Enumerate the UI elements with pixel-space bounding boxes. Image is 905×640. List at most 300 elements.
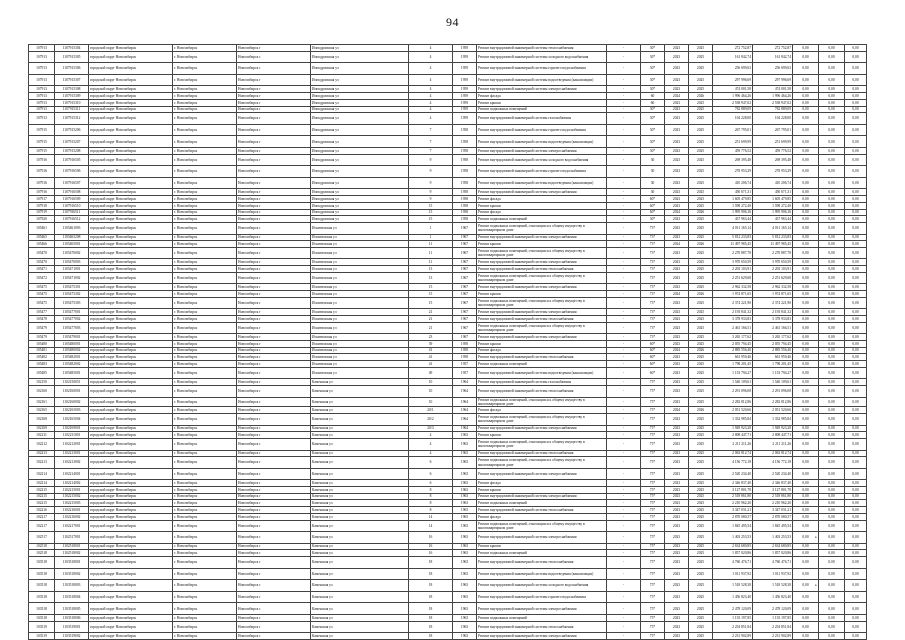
cell-cost2: 2 808 447,71	[753, 432, 793, 439]
cell-id: 105477	[29, 309, 55, 316]
cell-y2: 2025	[689, 341, 713, 348]
cell-y2: 2025	[689, 45, 713, 52]
cell-code: 1107916508	[55, 189, 89, 196]
cell-cost2: 272 752,87	[753, 45, 793, 52]
cell-code: 1105475303	[55, 297, 89, 309]
cell-id: 107913	[29, 106, 55, 113]
cell-cost1: 1 949 923,20	[713, 425, 753, 432]
cell-z1: 0,00	[793, 334, 819, 341]
cell-y2: 2025	[689, 74, 713, 86]
cell-street: Ипподромская ул	[311, 93, 409, 100]
register-table-container	[28, 44, 866, 640]
cell-dash: -	[607, 568, 641, 580]
cell-z1: 0,00	[793, 148, 819, 155]
cell-z1: 0,00	[793, 106, 819, 113]
cell-z2: 0,00	[819, 284, 845, 291]
cell-street: Ипподромская ул	[311, 216, 409, 223]
cell-house: 4	[409, 63, 453, 75]
cell-work: Ремонт крыши	[477, 341, 607, 348]
cell-period: 60*	[641, 367, 665, 379]
table-row	[29, 209, 867, 216]
cell-year: 1964	[453, 413, 477, 425]
cell-y2: 2025	[689, 507, 713, 514]
cell-z1: 0,00	[793, 51, 819, 63]
cell-street: Искитимская ул	[311, 272, 409, 284]
cell-year: 1963	[453, 633, 477, 640]
cell-work: Ремонт подвальных помещений, относящихся к общему имуществу в многоквартирном доме	[477, 520, 607, 532]
cell-locality: Новосибирск г	[237, 432, 311, 439]
cell-dash: -	[607, 316, 641, 323]
cell-y1: 2023	[665, 397, 689, 407]
cell-house: 41	[409, 347, 453, 354]
cell-z1: 0,00	[793, 543, 819, 550]
cell-z1: 0,00	[793, 557, 819, 569]
cell-dash: -	[607, 124, 641, 136]
cell-code: 1103518002	[55, 568, 89, 580]
cell-locality: Новосибирск г	[237, 234, 311, 241]
cell-code: 1102160002	[55, 397, 89, 407]
table-row	[29, 568, 867, 580]
cell-house: 21	[409, 309, 453, 316]
cell-dash: -	[607, 297, 641, 309]
cell-id: 105470	[29, 247, 55, 259]
cell-district: городской округ Новосибирск	[89, 136, 173, 148]
cell-street: Каменская ул	[311, 379, 409, 386]
cell-district: городской округ Новосибирск	[89, 51, 173, 63]
cell-period: 73*	[641, 309, 665, 316]
cell-y1: 2023	[665, 457, 689, 469]
cell-city: г. Новосибирск	[173, 63, 237, 75]
cell-cost2: 1 857 020,86	[753, 550, 793, 557]
cell-cost2: 2 282 812,86	[753, 397, 793, 407]
cell-z3: 0,00	[845, 379, 867, 386]
cell-district: городской округ Новосибирск	[89, 520, 173, 532]
table-row	[29, 425, 867, 432]
cell-id: 102216	[29, 507, 55, 514]
cell-y2: 2025	[689, 568, 713, 580]
cell-z3: 0,00	[845, 432, 867, 439]
cell-house: 13	[409, 266, 453, 273]
cell-district: городской округ Новосибирск	[89, 86, 173, 93]
cell-house: 4	[409, 86, 453, 93]
cell-city: г. Новосибирск	[173, 487, 237, 494]
cell-cost1: 2 374 221,90	[713, 297, 753, 309]
cell-district: городской округ Новосибирск	[89, 113, 173, 125]
cell-z2: 0,00	[819, 99, 845, 106]
cell-z1: 0,00	[793, 291, 819, 298]
cell-city: г. Новосибирск	[173, 241, 237, 248]
cell-street: Искитимская ул	[311, 247, 409, 259]
cell-z2: 0,00	[819, 432, 845, 439]
table-row	[29, 361, 867, 368]
cell-cost1: 2 051 520,66	[713, 407, 753, 414]
cell-street: Каменская ул	[311, 413, 409, 425]
cell-period: 30*	[641, 216, 665, 223]
cell-dash: -	[607, 291, 641, 298]
cell-year: 1963	[453, 543, 477, 550]
cell-cost1: 1 845 495,54	[713, 520, 753, 532]
cell-z3: 0,00	[845, 500, 867, 507]
cell-z2: 0,00	[819, 247, 845, 259]
cell-district: городской округ Новосибирск	[89, 63, 173, 75]
cell-id: 105481	[29, 347, 55, 354]
cell-year: 1958	[453, 136, 477, 148]
cell-work: Ремонт крыши	[477, 432, 607, 439]
cell-z1: 0,00	[793, 568, 819, 580]
cell-year: 1963	[453, 487, 477, 494]
cell-period: 75*	[641, 450, 665, 457]
cell-house: 14	[409, 513, 453, 520]
cell-period: 30*	[641, 63, 665, 75]
cell-z1: 0,00	[793, 216, 819, 223]
cell-period: 73*	[641, 259, 665, 266]
cell-code: 1102215001	[55, 487, 89, 494]
cell-work: Ремонт внутридомовой инженерной системы теплоснабжения	[477, 354, 607, 361]
cell-district: городской округ Новосибирск	[89, 234, 173, 241]
cell-street: Каменская ул	[311, 432, 409, 439]
cell-city: г. Новосибирск	[173, 234, 237, 241]
cell-street: Искитимская ул	[311, 316, 409, 323]
cell-work: Ремонт подвальных помещений, относящихся к общему имуществу в многоквартирном доме	[477, 222, 607, 234]
cell-district: городской округ Новосибирск	[89, 425, 173, 432]
cell-district: городской округ Новосибирск	[89, 513, 173, 520]
cell-year: 1963	[453, 550, 477, 557]
cell-y1: 2023	[665, 487, 689, 494]
cell-y2: 2025	[689, 106, 713, 113]
cell-z2: 0,00	[819, 438, 845, 450]
cell-z2: 0,00	[819, 222, 845, 234]
cell-street: Искитимская ул	[311, 266, 409, 273]
cell-house: 4	[409, 106, 453, 113]
cell-code: 1102150051	[55, 379, 89, 386]
cell-city: г. Новосибирск	[173, 341, 237, 348]
cell-z1: 0,00	[793, 386, 819, 398]
cell-house: 8	[409, 493, 453, 500]
cell-work: Ремонт подвальных помещений, относящихся к общему имуществу в многоквартирном доме	[477, 297, 607, 309]
cell-z2: 0,00	[819, 166, 845, 178]
cell-cost1: 3 265 177,62	[713, 334, 753, 341]
cell-z2: 0,00	[819, 209, 845, 216]
cell-district: городской округ Новосибирск	[89, 432, 173, 439]
cell-y2: 2025	[689, 354, 713, 361]
table-row	[29, 480, 867, 487]
cell-z3: 0,00	[845, 99, 867, 106]
cell-code: 1105482001	[55, 354, 89, 361]
cell-locality: Новосибирск г	[237, 316, 311, 323]
cell-code: 1107915307	[55, 74, 89, 86]
cell-code: 1107916509	[55, 196, 89, 203]
cell-cost2: 2 254 851,84	[753, 621, 793, 633]
cell-cost1: 1 857 020,86	[713, 550, 753, 557]
cell-z1: 0,00	[793, 202, 819, 209]
cell-city: г. Новосибирск	[173, 99, 237, 106]
cell-cost1: 661 959,46	[713, 354, 753, 361]
cell-cost1: 161 842,74	[713, 51, 753, 63]
cell-code: 1105470002	[55, 247, 89, 259]
cell-z1: 0,00	[793, 500, 819, 507]
table-row	[29, 316, 867, 323]
cell-y1: 2023	[665, 322, 689, 334]
table-row	[29, 557, 867, 569]
cell-street: Искитимская ул	[311, 297, 409, 309]
cell-year: 1958	[453, 216, 477, 223]
cell-y2: 2025	[689, 500, 713, 507]
cell-cost1: 4 011 165,14	[713, 222, 753, 234]
cell-id: 103518	[29, 568, 55, 580]
cell-city: г. Новосибирск	[173, 334, 237, 341]
capital-repair-register-table	[28, 44, 867, 640]
cell-period: 60*	[641, 354, 665, 361]
cell-district: городской округ Новосибирск	[89, 322, 173, 334]
cell-street: Каменская ул	[311, 425, 409, 432]
cell-code: 1103518003	[55, 580, 89, 592]
cell-z3: 0,00	[845, 603, 867, 615]
cell-street: Искитимская ул	[311, 322, 409, 334]
cell-dash: -	[607, 550, 641, 557]
cell-dash: -	[607, 493, 641, 500]
table-row	[29, 124, 867, 136]
cell-id: 105471	[29, 266, 55, 273]
cell-year: 1959	[453, 45, 477, 52]
cell-street: Искитимская ул	[311, 284, 409, 291]
cell-z1: 0,00	[793, 209, 819, 216]
cell-id: 103518	[29, 615, 55, 622]
cell-city: г. Новосибирск	[173, 272, 237, 284]
cell-work: Ремонт внутридомовой инженерной системы электроснабжения	[477, 425, 607, 432]
cell-y1: 2024	[665, 93, 689, 100]
cell-city: г. Новосибирск	[173, 284, 237, 291]
cell-year: 1963	[453, 603, 477, 615]
cell-locality: Новосибирск г	[237, 413, 311, 425]
cell-dash: -	[607, 148, 641, 155]
cell-house: 9	[409, 166, 453, 178]
cell-cost1: 2 870 080,57	[713, 513, 753, 520]
cell-z2: 0,00	[819, 266, 845, 273]
cell-house: 18	[409, 633, 453, 640]
cell-z2: 0,00	[819, 177, 845, 189]
cell-z3: 0,00	[845, 247, 867, 259]
cell-dash: -	[607, 386, 641, 398]
cell-district: городской округ Новосибирск	[89, 247, 173, 259]
cell-y2: 2025	[689, 177, 713, 189]
cell-z2: 0,00	[819, 74, 845, 86]
cell-id: 102165	[29, 407, 55, 414]
cell-z3: 0,00	[845, 568, 867, 580]
cell-cost1: 2 634 680,85	[713, 543, 753, 550]
cell-city: г. Новосибирск	[173, 580, 237, 592]
cell-city: г. Новосибирск	[173, 513, 237, 520]
cell-district: городской округ Новосибирск	[89, 480, 173, 487]
cell-city: г. Новосибирск	[173, 450, 237, 457]
cell-city: г. Новосибирск	[173, 166, 237, 178]
cell-street: Искитимская ул	[311, 334, 409, 341]
cell-street: Каменская ул	[311, 450, 409, 457]
cell-cost2: 3 378 933,83	[753, 316, 793, 323]
cell-street: Ипподромская ул	[311, 202, 409, 209]
table-row	[29, 284, 867, 291]
cell-y1: 2023	[665, 432, 689, 439]
cell-cost1: 2 885 556,40	[713, 347, 753, 354]
cell-y2: 2025	[689, 557, 713, 569]
cell-y1: 2023	[665, 361, 689, 368]
cell-year: 1958	[453, 189, 477, 196]
cell-y2: 2026	[689, 241, 713, 248]
cell-y1: 2023	[665, 480, 689, 487]
cell-id: 107919	[29, 209, 55, 216]
cell-y1: 2023	[665, 74, 689, 86]
cell-dash: -	[607, 557, 641, 569]
cell-locality: Новосибирск г	[237, 166, 311, 178]
cell-z2: 0,00	[819, 113, 845, 125]
cell-id: 107913	[29, 51, 55, 63]
cell-year: 1958	[453, 177, 477, 189]
cell-work: Ремонт фасада	[477, 407, 607, 414]
cell-y1: 2023	[665, 177, 689, 189]
cell-cost2: 782 889,09	[753, 106, 793, 113]
cell-house: 15	[409, 209, 453, 216]
table-row	[29, 550, 867, 557]
cell-cost2: 1 135 197,85	[753, 615, 793, 622]
cell-house: 13	[409, 272, 453, 284]
cell-dash: -	[607, 397, 641, 407]
cell-year: 1967	[453, 316, 477, 323]
cell-dash: -	[607, 113, 641, 125]
cell-dash: -	[607, 202, 641, 209]
cell-locality: Новосибирск г	[237, 241, 311, 248]
cell-cost2: 1 996 464,26	[753, 93, 793, 100]
table-row	[29, 513, 867, 520]
cell-z1: 0,00	[793, 379, 819, 386]
cell-house: 9	[409, 196, 453, 203]
cell-y1: 2023	[665, 86, 689, 93]
cell-city: г. Новосибирск	[173, 347, 237, 354]
cell-house: 4	[409, 51, 453, 63]
cell-id: 103519	[29, 621, 55, 633]
cell-cost1: 251 699,99	[713, 136, 753, 148]
cell-z3: 0,00	[845, 45, 867, 52]
cell-period: 30*	[641, 74, 665, 86]
cell-city: г. Новосибирск	[173, 74, 237, 86]
table-row	[29, 309, 867, 316]
cell-id: 107916	[29, 154, 55, 166]
cell-y2: 2025	[689, 234, 713, 241]
cell-y1: 2023	[665, 166, 689, 178]
cell-district: городской округ Новосибирск	[89, 591, 173, 603]
table-row	[29, 438, 867, 450]
cell-z3: 0,00	[845, 438, 867, 450]
cell-code: 1103519002	[55, 633, 89, 640]
cell-id: 107916	[29, 189, 55, 196]
cell-year: 1963	[453, 493, 477, 500]
cell-cost1: 459 776,52	[713, 148, 753, 155]
cell-y2: 2025	[689, 603, 713, 615]
table-row	[29, 507, 867, 514]
cell-y2: 2025	[689, 297, 713, 309]
cell-z1: 0,00	[793, 196, 819, 203]
cell-work: Ремонт подвальных помещений, относящихся к общему имуществу в многоквартирном доме	[477, 272, 607, 284]
cell-house: 7	[409, 136, 453, 148]
cell-dash: -	[607, 309, 641, 316]
cell-house: 4	[409, 99, 453, 106]
cell-period: 73*	[641, 334, 665, 341]
cell-period: 30	[641, 177, 665, 189]
cell-y2: 2026	[689, 209, 713, 216]
cell-code: 1105482002	[55, 361, 89, 368]
cell-z2: 0,00	[819, 241, 845, 248]
cell-district: городской округ Новосибирск	[89, 291, 173, 298]
cell-dash: -	[607, 347, 641, 354]
table-row	[29, 386, 867, 398]
cell-work: Ремонт внутридомовой инженерной системы электроснабжения	[477, 493, 607, 500]
cell-y1: 2024	[665, 291, 689, 298]
cell-cost1: 2 478 120,09	[713, 603, 753, 615]
cell-z3: 0,00	[845, 361, 867, 368]
cell-z3: 0,00	[845, 297, 867, 309]
cell-year: 1958	[453, 196, 477, 203]
table-row	[29, 234, 867, 241]
cell-z3: 0,00	[845, 354, 867, 361]
cell-dash: -	[607, 99, 641, 106]
table-row	[29, 154, 867, 166]
cell-code: 1107915308	[55, 86, 89, 93]
cell-cost1: 1 540 109,61	[713, 379, 753, 386]
cell-dash: -	[607, 367, 641, 379]
cell-locality: Новосибирск г	[237, 513, 311, 520]
cell-y2: 2025	[689, 316, 713, 323]
cell-house: 20/2	[409, 413, 453, 425]
cell-z3: 0,00	[845, 347, 867, 354]
cell-y1: 2023	[665, 266, 689, 273]
cell-locality: Новосибирск г	[237, 367, 311, 379]
cell-street: Каменская ул	[311, 568, 409, 580]
cell-year: 1963	[453, 615, 477, 622]
cell-id: 107913	[29, 45, 55, 52]
cell-year: 1958	[453, 347, 477, 354]
cell-id: 105485	[29, 367, 55, 379]
cell-cost1: 2 193 841,32	[713, 309, 753, 316]
cell-year: 1958	[453, 148, 477, 155]
cell-house: 11	[409, 241, 453, 248]
cell-locality: Новосибирск г	[237, 297, 311, 309]
cell-cost2: 278 953,29	[753, 166, 793, 178]
cell-year: 1959	[453, 74, 477, 86]
cell-locality: Новосибирск г	[237, 347, 311, 354]
cell-z2: 0,00	[819, 106, 845, 113]
cell-street: Ипподромская ул	[311, 63, 409, 75]
cell-code: 1107916510	[55, 202, 89, 209]
cell-code: 1102215003	[55, 500, 89, 507]
cell-locality: Новосибирск г	[237, 568, 311, 580]
cell-work: Ремонт фасада	[477, 513, 607, 520]
cell-cost1: 1 598 272,40	[713, 202, 753, 209]
table-row	[29, 407, 867, 414]
cell-locality: Новосибирск г	[237, 386, 311, 398]
cell-cost1: 2 538 947,02	[713, 99, 753, 106]
cell-house: 15	[409, 291, 453, 298]
cell-cost2: 2 885 556,40	[753, 347, 793, 354]
cell-z1: 0,00	[793, 621, 819, 633]
cell-z3: 0,00	[845, 480, 867, 487]
cell-year: 1957	[453, 367, 477, 379]
cell-y2: 2026	[689, 407, 713, 414]
cell-house: 4	[409, 74, 453, 86]
table-row	[29, 136, 867, 148]
cell-code: 1107915311	[55, 106, 89, 113]
cell-work: Ремонт внутридомовой инженерной системы водоотведения (канализации)	[477, 74, 607, 86]
cell-cost2: 4 156 772,18	[753, 457, 793, 469]
cell-city: г. Новосибирск	[173, 500, 237, 507]
stray-mark: •	[815, 536, 817, 541]
